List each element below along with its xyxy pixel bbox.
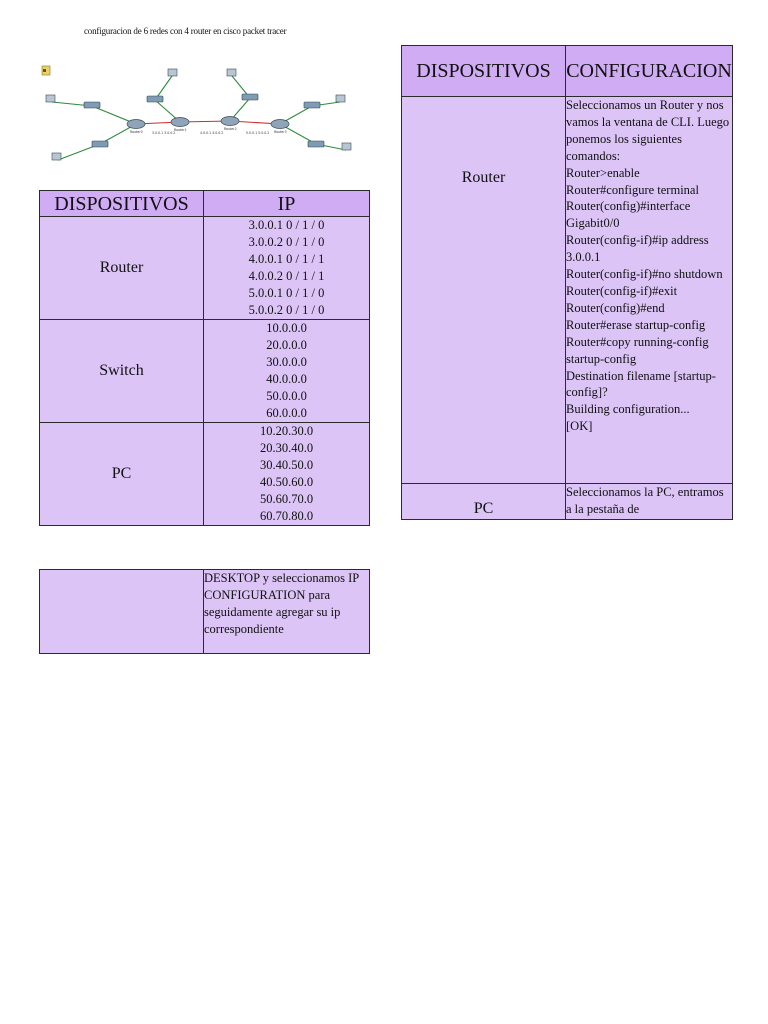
link-label: 3.0.0.1 3.0.0.2 bbox=[152, 131, 176, 135]
ip-value: 20.30.40.0 bbox=[259, 441, 314, 455]
link-label: 5.0.0.1 5.0.0.2 bbox=[246, 131, 270, 135]
ip-value: 5.0.0.1 0 / 1 / 0 bbox=[248, 286, 325, 300]
device-name: Router bbox=[40, 217, 204, 320]
config-steps: Seleccionamos un Router y nos vamos la ventana de CLI. Luego ponemos los siguientes comandos: Router>enable Router#configure terminal Router(config)#interface Gigabit0/0 Router(config-if)#ip address 3.0.0.1 Router(config-if)#no shutdown Router(config-if)#exit Router(config)#end Router#erase startup-config Router#copy running-config startup-config Destination filename [startup-config]? Building configuration... [OK] bbox=[566, 97, 733, 484]
device-name: Switch bbox=[40, 320, 204, 423]
ip-value: 30.40.50.0 bbox=[259, 458, 314, 472]
config-steps: Seleccionamos la PC, entramos a la pestaña de bbox=[566, 484, 733, 520]
ip-value: 50.60.70.0 bbox=[259, 492, 314, 506]
ip-value: 40.0.0.0 bbox=[266, 372, 307, 386]
table-row bbox=[40, 217, 370, 320]
config-steps: DESKTOP y seleccionamos IP CONFIGURATION para seguidamente agregar su ip correspondiente bbox=[204, 570, 370, 654]
ip-table-header-devices: DISPOSITIVOS bbox=[40, 191, 204, 217]
ip-value: 4.0.0.2 0 / 1 / 1 bbox=[248, 269, 325, 283]
device-name: PC bbox=[40, 423, 204, 526]
table-row bbox=[40, 423, 370, 526]
ip-value: 40.50.60.0 bbox=[259, 475, 314, 489]
table-row bbox=[40, 570, 370, 654]
ip-value: 3.0.0.1 0 / 1 / 0 bbox=[248, 218, 325, 232]
ip-value: 60.70.80.0 bbox=[259, 509, 314, 523]
link-label: 4.0.0.1 4.0.0.2 bbox=[200, 131, 224, 135]
ip-value: 10.0.0.0 bbox=[266, 321, 307, 335]
router-icons bbox=[127, 117, 289, 129]
config-table bbox=[401, 45, 733, 520]
config-table-continuation bbox=[39, 569, 370, 654]
network-topology-diagram bbox=[40, 64, 368, 186]
ip-list bbox=[204, 320, 370, 423]
note-icon bbox=[42, 66, 50, 75]
ip-value: 30.0.0.0 bbox=[266, 355, 307, 369]
device-name: PC bbox=[402, 484, 566, 520]
ip-value: 5.0.0.2 0 / 1 / 0 bbox=[248, 303, 325, 317]
ip-value: 60.0.0.0 bbox=[266, 406, 307, 420]
ip-table bbox=[39, 190, 370, 526]
ip-list bbox=[204, 423, 370, 526]
table-row bbox=[40, 320, 370, 423]
ip-table-header-ip: IP bbox=[204, 191, 370, 217]
table-row bbox=[402, 484, 733, 520]
config-table-header-devices: DISPOSITIVOS bbox=[402, 46, 566, 97]
table-row bbox=[402, 97, 733, 484]
config-table-header-configuracion: CONFIGURACION bbox=[566, 46, 733, 97]
ip-value: 4.0.0.1 0 / 1 / 1 bbox=[248, 252, 325, 266]
device-name: Router bbox=[402, 97, 566, 484]
ip-value: 50.0.0.0 bbox=[266, 389, 307, 403]
router-label: Router3 bbox=[274, 130, 287, 134]
ip-value: 3.0.0.2 0 / 1 / 0 bbox=[248, 235, 325, 249]
router-label: Router0 bbox=[130, 130, 143, 134]
document-title: configuracion de 6 redes con 4 router en cisco packet tracer bbox=[84, 26, 287, 36]
router-label: Router2 bbox=[224, 127, 237, 131]
ip-value: 10.20.30.0 bbox=[259, 424, 314, 438]
ip-list bbox=[204, 217, 370, 320]
router-label: Router1 bbox=[174, 128, 187, 132]
empty-device-cell bbox=[40, 570, 204, 654]
ip-value: 20.0.0.0 bbox=[266, 338, 307, 352]
switch-icons bbox=[84, 94, 324, 147]
